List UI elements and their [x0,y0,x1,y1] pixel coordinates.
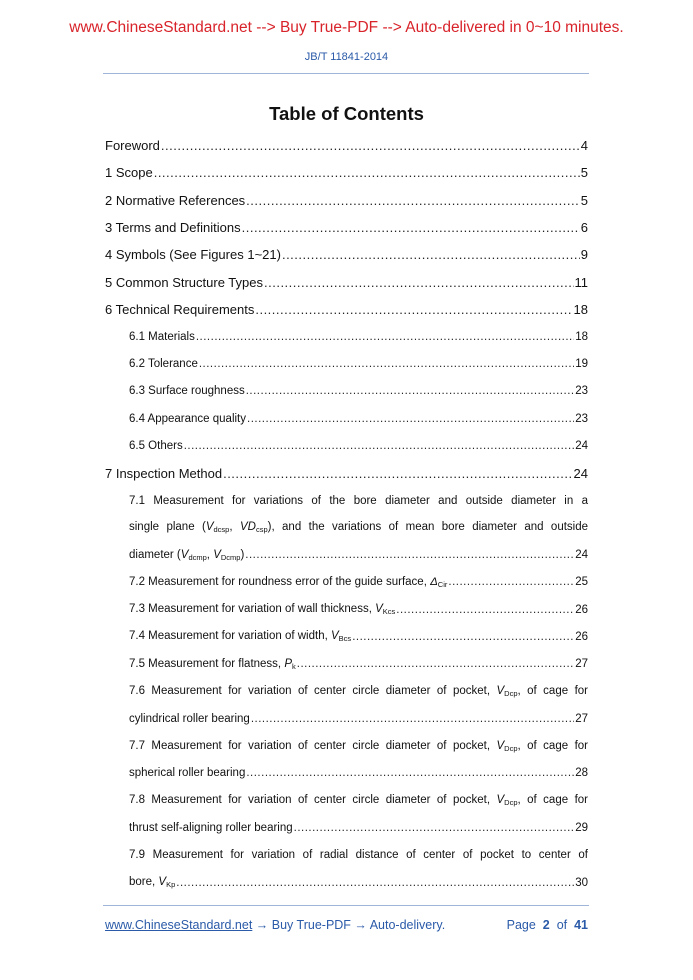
leader-dots [245,549,574,561]
toc-entry-page: 28 [575,767,588,780]
symbol-v-bcs: V [331,630,339,643]
toc-entry-foreword[interactable] [105,132,588,159]
toc-entry-7-7-line2[interactable] [105,760,588,787]
current-page: 2 [542,918,550,932]
toc-entry-7-7-line1[interactable] [105,733,588,760]
toc-entry-text: 6.1 Materials [129,330,195,343]
toc-entry-scope[interactable] [105,159,588,186]
leader-dots [161,138,580,153]
leader-dots [242,220,580,235]
toc-entry-7-8-line2[interactable] [105,814,588,841]
leader-dots [246,385,574,397]
leader-dots [255,302,572,317]
footer-link[interactable]: www.ChineseStandard.net [105,918,253,932]
toc-entry-7-1-line1[interactable] [105,487,588,514]
toc-entry-text [129,794,588,807]
toc-entry-page: 26 [575,630,588,643]
symbol-p-k: P [284,657,292,670]
toc-entry-text: 3 Terms and Definitions [105,220,241,236]
toc-entry-page: 4 [580,138,588,154]
text-part: single plane ( [129,521,206,534]
leader-dots [246,193,580,208]
toc-entry-text: 6.2 Tolerance [129,358,198,371]
toc-entry-text: 1 Scope [105,165,153,181]
separator: , [229,521,240,534]
text-part: ) [240,548,245,561]
toc-entry-page: 5 [580,192,588,208]
leader-dots [297,658,574,670]
toc-entry-7-9-line2[interactable] [105,869,588,896]
toc-entry-7-1-line3[interactable] [105,541,588,568]
toc-entry-page: 30 [575,876,588,889]
text-part: 7.7 Measurement for variation of center circle diameter of pocket, [129,739,497,752]
toc-entry-page: 26 [575,603,588,616]
footer-divider [103,905,589,906]
toc-entry-page: 18 [573,301,588,317]
page-word: Page [506,918,536,932]
symbol-v-kp: V [158,876,167,889]
toc-entry-7-6-line1[interactable] [105,678,588,705]
toc-entry-page: 11 [574,274,588,290]
text-part: 7.2 Measurement for roundness error of the guide surface, [129,575,431,588]
text-part: 7.4 Measurement for variation of width, [129,630,331,643]
toc-entry-text: 6.4 Appearance quality [129,412,247,425]
text-part: , of cage for [517,685,588,698]
toc-entry-page: 27 [575,712,588,725]
toc-entry-text [129,521,588,534]
toc-entry-text: 6.3 Surface roughness [129,385,245,398]
toc-entry-terms-definitions[interactable] [105,214,588,241]
symbol-v-kcs: V [375,603,383,616]
text-part: , of cage for [517,794,588,807]
toc-entry-text [129,603,395,616]
standard-number: JB/T 11841-2014 [304,51,389,63]
footer-promo [105,918,445,932]
symbol-subscript: Kcs [382,607,396,617]
toc-entry-page: 5 [580,165,588,181]
toc-entry-text: 6 Technical Requirements [105,301,255,317]
toc-entry-page: 29 [575,822,588,835]
toc-entry-surface-roughness[interactable] [105,378,588,405]
toc-entry-text: 7 Inspection Method [105,465,223,481]
toc-entry-page: 23 [575,385,588,398]
leader-dots [154,165,580,180]
toc-entry-text [129,740,588,753]
text-part: 7.5 Measurement for flatness, [129,657,285,670]
toc-entry-text [129,576,447,589]
header-divider [103,73,589,74]
toc-entry-text: 5 Common Structure Types [105,274,263,290]
symbol-delta-cir: Δ [430,575,438,588]
top-banner[interactable]: www.ChineseStandard.net --> Buy True-PDF --> Auto-delivered in 0~10 minutes. [69,19,624,36]
leader-dots [223,466,572,481]
symbol-subscript: dcsp [213,525,230,535]
toc-entry-page: 27 [575,658,588,671]
symbol-subscript: Bcs [338,634,352,644]
leader-dots [352,631,574,643]
toc-entry-text: Foreword [105,138,160,154]
toc-entry-text: 7.1 Measurement for variations of the bore diameter and outside diameter in a [129,494,588,507]
toc-entry-text: spherical roller bearing [129,767,246,780]
symbol-v-dcp: V [496,739,505,752]
toc-entry-others[interactable] [105,432,588,459]
text-part: 7.6 Measurement for variation of center circle diameter of pocket, [129,685,497,698]
text-part: 7.3 Measurement for variation of wall thickness, [129,603,376,616]
symbol-v-dcsp: V [205,521,214,534]
toc-entry-text: 2 Normative References [105,192,246,208]
symbol-subscript: Dcp [504,798,518,808]
toc-entry-page: 25 [575,576,588,589]
text-part: bore, [129,876,159,889]
symbol-subscript: k [292,661,296,671]
toc-entry-text: thrust self-aligning roller bearing [129,822,293,835]
leader-dots [184,440,575,452]
toc-entry-technical-requirements[interactable] [105,296,588,323]
toc-entry-page: 6 [580,220,588,236]
toc-entry-text: 4 Symbols (See Figures 1~21) [105,247,281,263]
text-part: ), and the variations of mean bore diameter and outside [267,521,589,534]
leader-dots [196,331,574,343]
leader-dots [294,822,575,834]
page-title: Table of Contents [269,103,424,124]
symbol-subscript: Dcp [504,743,518,753]
toc-entry-text [129,685,588,698]
toc-entry-text [129,630,351,643]
toc-entry-7-4[interactable] [105,623,588,650]
toc-entry-inspection-method[interactable] [105,460,588,487]
toc-entry-tolerance[interactable] [105,350,588,377]
symbol-v-dcmp-outer: V [213,548,221,561]
toc-entry-materials[interactable] [105,323,588,350]
toc-entry-text [129,658,296,671]
text-part: , of cage for [517,739,588,752]
leader-dots [251,713,574,725]
symbol-subscript: dcmp [188,552,207,562]
toc-entry-7-9-line1[interactable] [105,842,588,869]
toc-entry-page: 24 [575,439,588,452]
table-of-contents [105,132,588,896]
toc-entry-page: 24 [575,549,588,562]
symbol-v-dcp: V [496,685,505,698]
symbol-vd-csp: VD [239,521,256,534]
toc-entry-text: 7.9 Measurement for variation of radial distance of center of pocket to center of [129,849,588,862]
leader-dots [176,877,574,889]
toc-entry-7-6-line2[interactable] [105,705,588,732]
leader-dots [246,767,574,779]
toc-entry-7-8-line1[interactable] [105,787,588,814]
leader-dots [396,604,574,616]
leader-dots [448,576,574,588]
toc-entry-page: 24 [573,465,588,481]
leader-dots [282,247,580,262]
leader-dots [199,358,574,370]
separator: , [206,548,214,561]
toc-entry-text: cylindrical roller bearing [129,712,250,725]
total-pages: 41 [574,918,588,932]
symbol-subscript: Dcmp [220,552,241,562]
symbol-subscript: csp [255,525,268,535]
text-part: 7.8 Measurement for variation of center circle diameter of pocket, [129,794,497,807]
symbol-v-dcp: V [496,794,505,807]
page-footer [105,918,588,932]
toc-entry-page: 9 [580,247,588,263]
toc-entry-symbols[interactable] [105,241,588,268]
toc-entry-text [129,876,175,889]
toc-entry-structure-types[interactable] [105,268,588,295]
toc-entry-text [129,549,244,562]
page-indicator [507,918,588,932]
of-word: of [556,918,568,932]
symbol-subscript: Kp [166,880,176,890]
text-part: diameter ( [129,548,181,561]
symbol-subscript: Cir [437,579,448,589]
toc-entry-page: 19 [575,358,588,371]
symbol-subscript: Dcp [504,689,518,699]
toc-entry-text: 6.5 Others [129,439,183,452]
symbol-v-dcmp: V [180,548,189,561]
toc-entry-7-3[interactable] [105,596,588,623]
toc-entry-page: 18 [575,330,588,343]
toc-entry-normative-references[interactable] [105,187,588,214]
leader-dots [264,275,574,290]
toc-entry-7-1-line2[interactable] [105,514,588,541]
toc-entry-appearance-quality[interactable] [105,405,588,432]
leader-dots [247,413,574,425]
footer-tail: → Buy True-PDF → Auto-delivery. [252,918,446,932]
toc-entry-7-2[interactable] [105,569,588,596]
toc-entry-page: 23 [575,412,588,425]
toc-entry-7-5[interactable] [105,651,588,678]
